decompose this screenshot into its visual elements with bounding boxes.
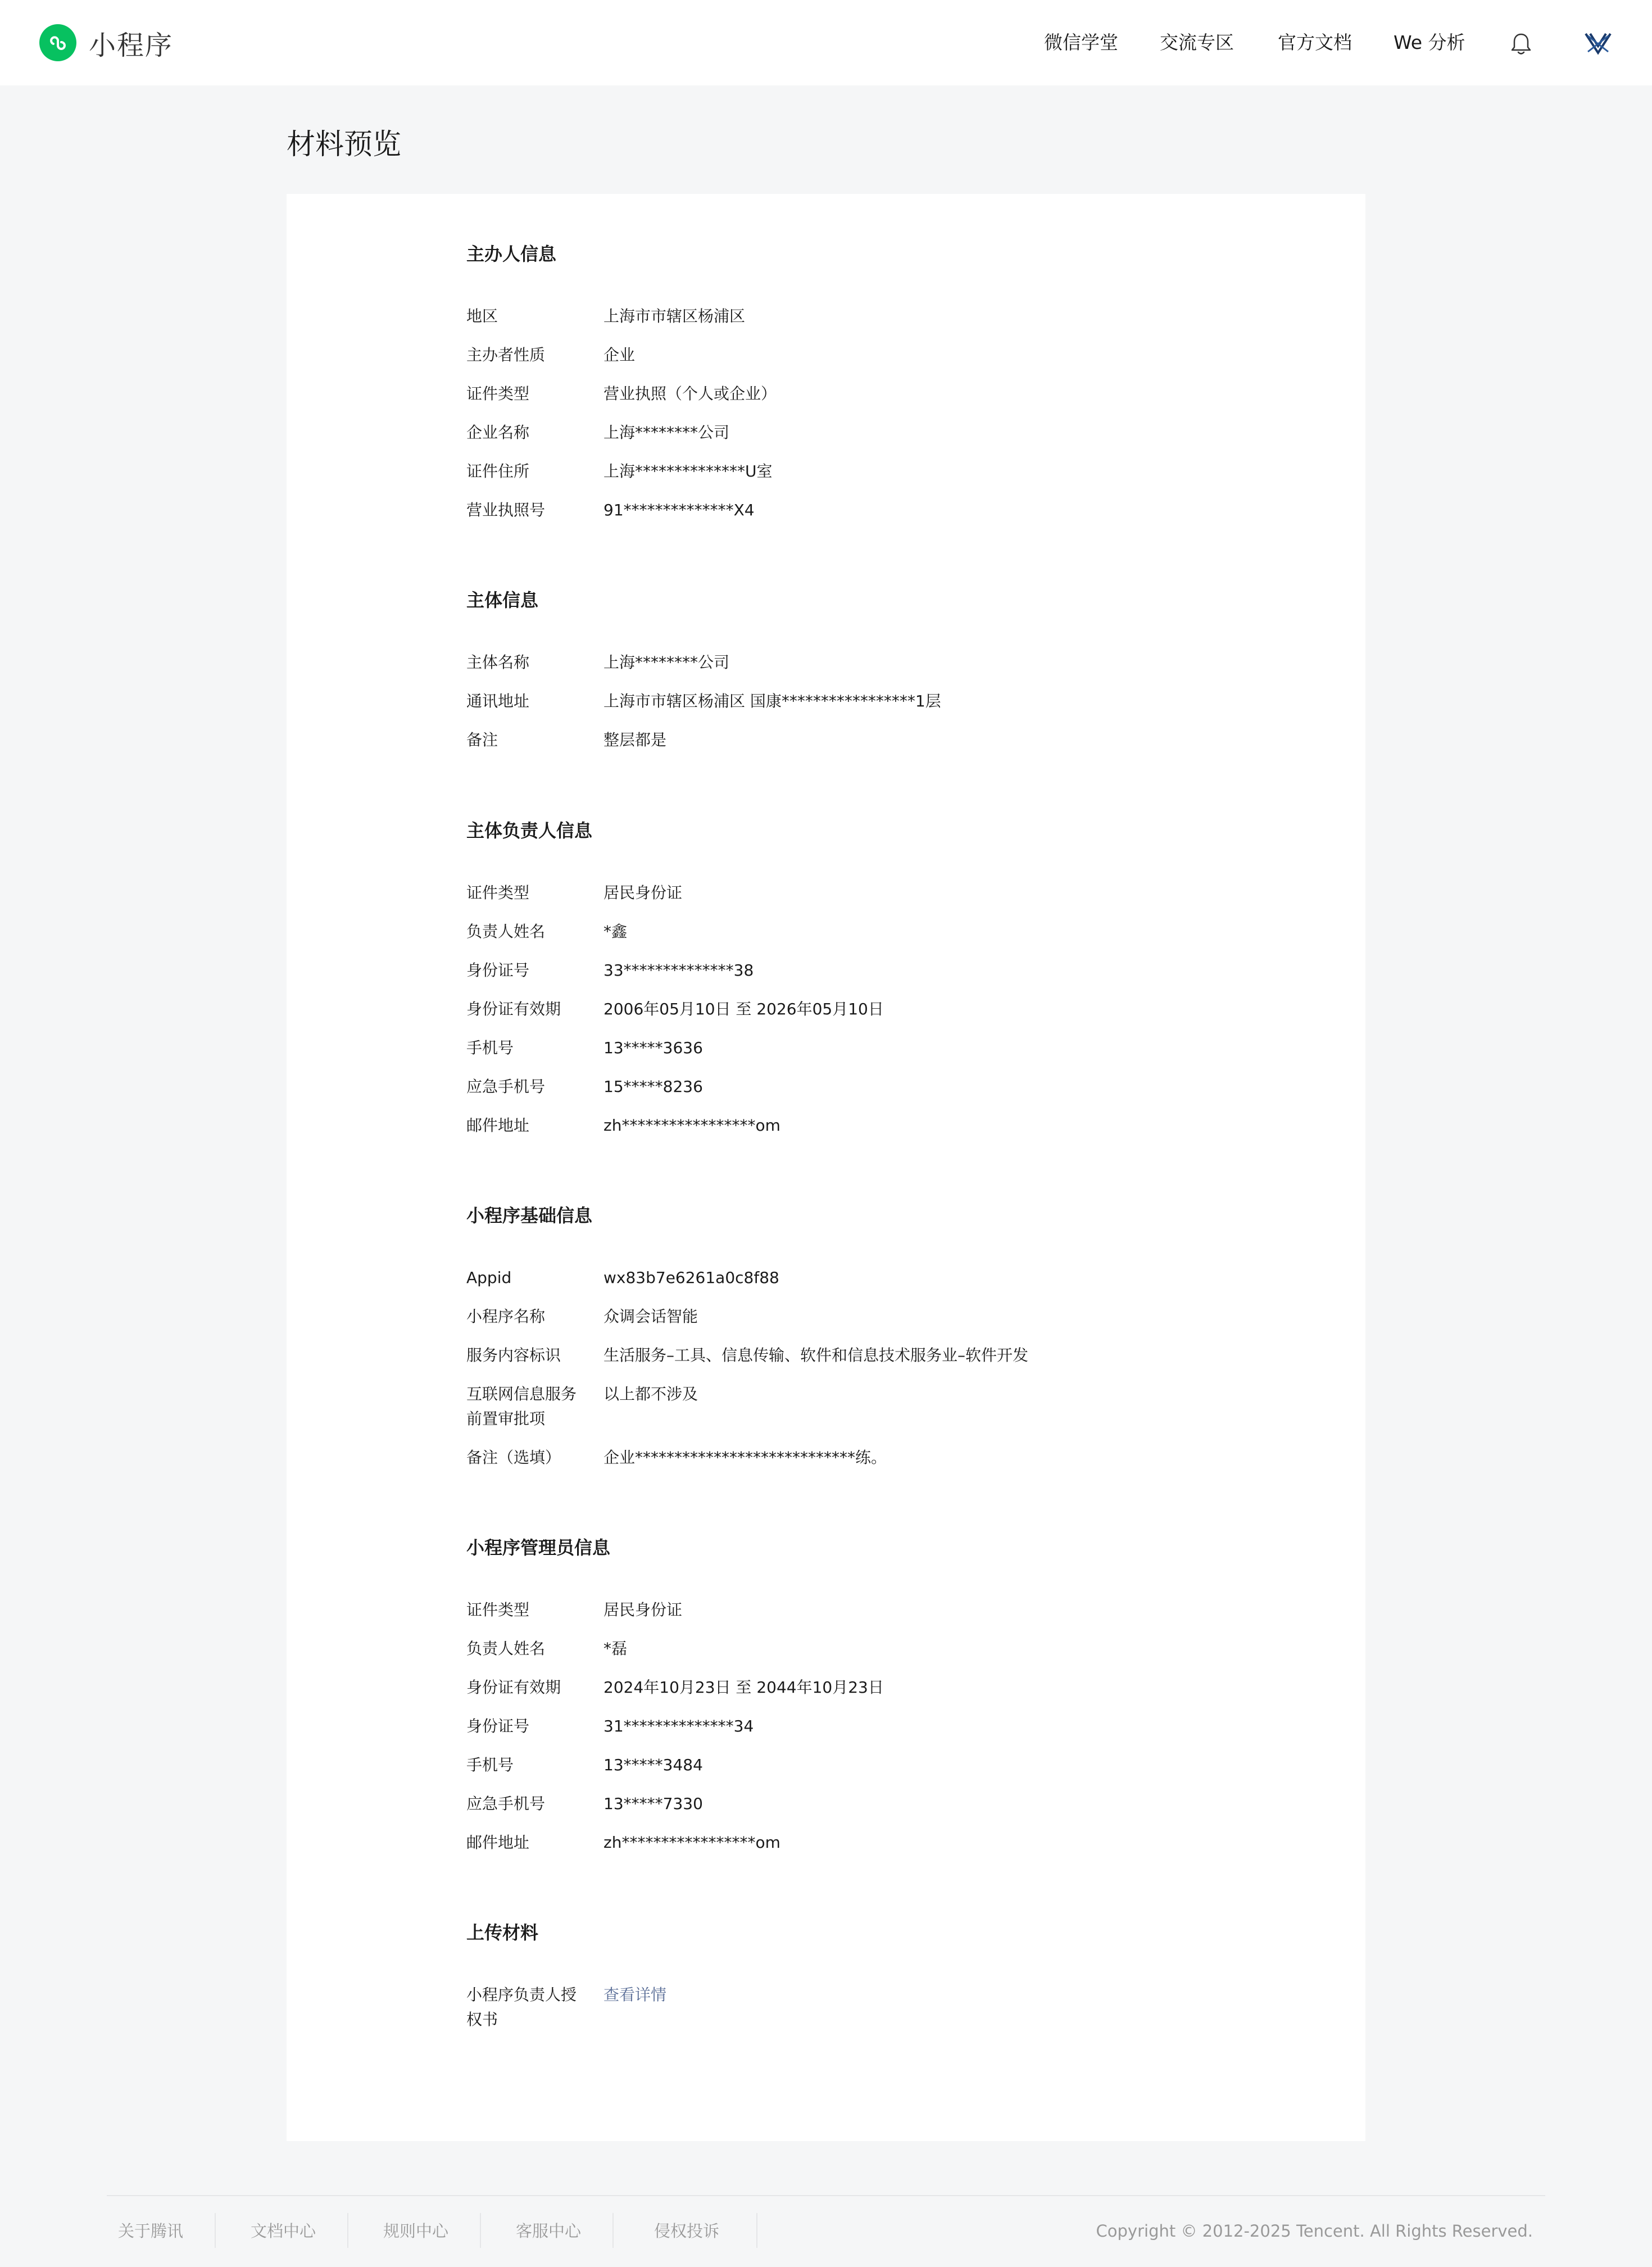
view-details-link[interactable]: 查看详情	[603, 1985, 667, 2004]
field-value: zh*****************om	[603, 1833, 780, 1852]
nav-wechat-academy[interactable]: 微信学堂	[1044, 31, 1118, 53]
footer-link-infringement[interactable]: 侵权投诉	[654, 2221, 720, 2241]
field-label: 身份证号	[466, 1717, 530, 1735]
field-label: 营业执照号	[466, 501, 546, 519]
field-value: 以上都不涉及	[603, 1385, 698, 1403]
field-value: 企业	[603, 346, 636, 364]
brand-name: 小程序	[89, 29, 174, 61]
footer-link-rules[interactable]: 规则中心	[383, 2221, 449, 2241]
nav-community[interactable]: 交流专区	[1160, 31, 1234, 53]
notification-bell-icon[interactable]	[1509, 31, 1533, 56]
field-value: wx83b7e6261a0c8f88	[603, 1268, 779, 1287]
nav-docs[interactable]: 官方文档	[1278, 31, 1352, 53]
section-title-entity-owner: 主体负责人信息	[466, 820, 593, 841]
section-title-entity: 主体信息	[466, 590, 539, 611]
field-value: 13*****7330	[603, 1794, 703, 1813]
field-label: 证件类型	[466, 384, 530, 403]
field-value: 13*****3484	[603, 1756, 703, 1774]
field-value: 33**************38	[603, 961, 754, 980]
section-title-sponsor: 主办人信息	[466, 243, 557, 265]
field-value: 上海市市辖区杨浦区 国康*****************1层	[603, 692, 941, 710]
field-value: *磊	[603, 1639, 628, 1658]
copyright: Copyright © 2012-2025 Tencent. All Rights Reserved.	[1096, 2221, 1533, 2241]
footer-separator	[756, 2213, 757, 2248]
field-value: 2024年10月23日 至 2044年10月23日	[603, 1678, 884, 1697]
footer-separator	[480, 2213, 481, 2248]
footer-link-support[interactable]: 客服中心	[516, 2221, 582, 2241]
field-value: zh*****************om	[603, 1116, 780, 1135]
field-value: 生活服务–工具、信息传输、软件和信息技术服务业–软件开发	[603, 1346, 1029, 1364]
brand[interactable]	[39, 24, 173, 62]
field-label: 证件住所	[466, 462, 530, 480]
footer-link-about[interactable]: 关于腾讯	[118, 2221, 184, 2241]
field-label: 邮件地址	[466, 1833, 530, 1852]
field-value: 31**************34	[603, 1717, 754, 1735]
footer-separator	[612, 2213, 614, 2248]
field-value: 居民身份证	[603, 883, 683, 902]
field-label: 身份证号	[466, 961, 530, 980]
field-label: 身份证有效期	[466, 1000, 561, 1018]
page-title: 材料预览	[287, 128, 402, 161]
section-title-admin: 小程序管理员信息	[466, 1537, 611, 1558]
section-title-basic-info: 小程序基础信息	[466, 1205, 593, 1226]
field-label: 通讯地址	[466, 692, 530, 710]
field-label: 小程序负责人授权书	[466, 1985, 577, 2029]
field-label: 负责人姓名	[466, 922, 546, 941]
field-label: 手机号	[466, 1039, 514, 1057]
field-value: 15*****8236	[603, 1077, 703, 1096]
field-value: 上海********公司	[603, 423, 730, 442]
field-label: Appid	[466, 1268, 512, 1287]
top-header	[0, 0, 1652, 85]
field-label: 企业名称	[466, 423, 530, 442]
field-label: 备注（选填）	[466, 1448, 561, 1467]
user-avatar[interactable]	[1582, 27, 1614, 58]
field-label: 应急手机号	[466, 1794, 546, 1813]
mini-program-logo-icon	[39, 24, 76, 61]
field-label: 手机号	[466, 1756, 514, 1774]
field-value: 居民身份证	[603, 1600, 683, 1619]
footer-link-docs[interactable]: 文档中心	[251, 2221, 316, 2241]
field-value: 13*****3636	[603, 1039, 703, 1057]
field-label: 备注	[466, 731, 498, 749]
field-value: *鑫	[603, 922, 628, 941]
field-label: 主体名称	[466, 653, 530, 672]
field-value: 营业执照（个人或企业）	[603, 384, 777, 403]
footer-separator	[215, 2213, 216, 2248]
field-label: 负责人姓名	[466, 1639, 546, 1658]
field-value: 企业****************************练。	[603, 1448, 887, 1467]
field-value: 整层都是	[603, 731, 667, 749]
field-value: 上海市市辖区杨浦区	[603, 307, 746, 325]
field-label: 主办者性质	[466, 346, 546, 364]
field-label: 证件类型	[466, 1600, 530, 1619]
field-label: 互联网信息服务前置审批项	[466, 1385, 577, 1428]
field-label: 小程序名称	[466, 1307, 546, 1326]
field-label: 地区	[466, 307, 498, 325]
field-value: 上海********公司	[603, 653, 730, 672]
field-label: 身份证有效期	[466, 1678, 561, 1697]
field-label: 服务内容标识	[466, 1346, 561, 1364]
field-label: 邮件地址	[466, 1116, 530, 1135]
footer-divider	[107, 2195, 1545, 2196]
field-value: 91**************X4	[603, 501, 755, 519]
footer-separator	[347, 2213, 348, 2248]
field-value: 上海**************U室	[603, 462, 773, 480]
field-value: 2006年05月10日 至 2026年05月10日	[603, 1000, 884, 1018]
section-title-uploads: 上传材料	[466, 1922, 539, 1943]
field-label: 证件类型	[466, 883, 530, 902]
nav-we-analysis[interactable]: We 分析	[1394, 31, 1465, 53]
preview-card	[287, 194, 1365, 2141]
field-value: 众调会话智能	[603, 1307, 698, 1326]
field-label: 应急手机号	[466, 1077, 546, 1096]
